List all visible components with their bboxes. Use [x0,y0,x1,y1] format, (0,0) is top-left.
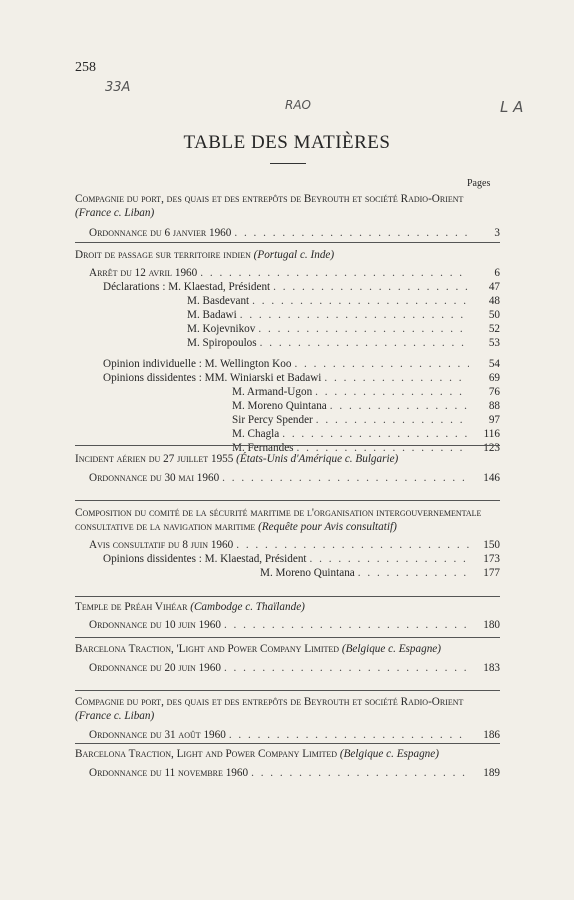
entry-parties: (France c. Liban) [75,710,155,722]
entry-heading: Barcelona Traction, Light and Power Company Limited [75,748,338,760]
toc-line: Opinions dissidentes : M. Klaestad, Président . . . 173 [75,552,500,566]
entry-parties: (Belgique c. Espagne) [339,748,439,760]
toc-entry-4 [75,506,500,580]
section-separator [75,637,500,638]
toc-line: M. Badawi . . . 50 [75,308,500,322]
toc-line: Avis consultatif du 8 juin 1960 . . . 150 [75,538,500,552]
handwritten-note-1: 33A [105,80,131,95]
entry-heading: Temple de Préah Vihéar [75,601,188,613]
section-separator [75,596,500,597]
toc-line: M. Kojevnikov . . . 52 [75,322,500,336]
toc-entry-7 [75,695,500,742]
entry-heading: Droit de passage sur territoire indien [75,249,251,261]
toc-line: Sir Percy Spender . . . 97 [75,413,500,427]
toc-line: Ordonnance du 11 novembre 1960 . . . 189 [75,766,500,780]
page-number: 258 [75,60,96,75]
toc-line: Ordonnance du 30 mai 1960 . . . 146 [75,471,500,485]
entry-heading: Compagnie du port, des quais et des entrepôts de Beyrouth et société Radio-Orient [75,696,464,708]
toc-line: M. Basdevant . . . 48 [75,294,500,308]
entry-heading: Incident aérien du 27 juillet 1955 [75,453,234,465]
toc-line: Ordonnance du 6 janvier 1960 . . . 3 [75,226,500,240]
entry-heading: Barcelona Traction, 'Light and Power Company Limited [75,643,340,655]
entry-heading: Compagnie du port, des quais et des entrepôts de Beyrouth et société Radio-Orient [75,193,464,205]
section-separator [75,743,500,744]
toc-line: M. Moreno Quintana . . . 177 [75,566,500,580]
toc-entry-3 [75,452,500,485]
section-separator [75,500,500,501]
section-separator [75,445,500,446]
section-separator [75,690,500,691]
pages-column-label: Pages [467,178,491,189]
toc-line: Arrêt du 12 avril 1960 . . . 6 [75,266,500,280]
entry-parties: (Belgique c. Espagne) [341,643,441,655]
toc-line: Déclarations : M. Klaestad, Président . . . 47 [75,280,500,294]
section-separator [75,242,500,243]
toc-entry-2 [75,248,500,455]
toc-line: Opinion individuelle : M. Wellington Koo . . . 54 [75,357,500,371]
entry-heading: Composition du comité de la sécurité maritime de l'organisation intergouvernementale consultative de la navigation maritime [75,507,482,533]
toc-entry-5 [75,600,500,632]
entry-parties: (France c. Liban) [75,207,155,219]
entry-parties: (Cambodge c. Thaïlande) [190,601,305,613]
toc-line: M. Chagla . . . 116 [75,427,500,441]
entry-parties: (Portugal c. Inde) [253,249,335,261]
toc-entry-6 [75,642,500,675]
toc-line: Opinions dissidentes : MM. Winiarski et Badawi . . . 69 [75,371,500,385]
toc-line: M. Spiropoulos . . . 53 [75,336,500,350]
page-title: TABLE DES MATIÈRES [183,132,391,153]
toc-line: M. Armand-Ugon . . . 76 [75,385,500,399]
toc-line: M. Moreno Quintana . . . 88 [75,399,500,413]
toc-entry-1 [75,192,500,240]
toc-line: Ordonnance du 20 juin 1960 . . . 183 [75,661,500,675]
toc-line: Ordonnance du 31 août 1960 . . . 186 [75,728,500,742]
toc-line: M. Fernandes . . . 123 [75,441,500,455]
entry-parties: (États-Unis d'Amérique c. Bulgarie) [236,453,399,465]
entry-parties: (Requête pour Avis consultatif) [258,521,397,533]
handwritten-note-3: L A [500,98,524,116]
toc-line: Ordonnance du 10 juin 1960 . . . 180 [75,618,500,632]
toc-entry-8 [75,747,500,780]
title-rule [270,163,306,164]
handwritten-note-2: RAO [285,98,311,112]
